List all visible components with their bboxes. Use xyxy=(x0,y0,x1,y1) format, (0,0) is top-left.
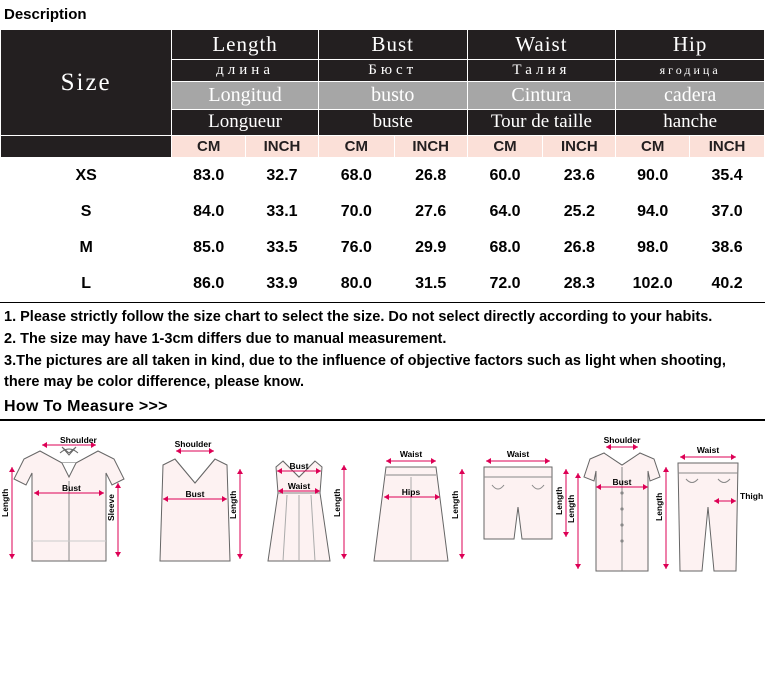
cell-s-length-inch: 33.1 xyxy=(246,194,319,230)
col-bust-en: Bust xyxy=(318,30,467,60)
cell-xs-length-inch: 32.7 xyxy=(246,158,319,194)
cell-s-bust-cm: 70.0 xyxy=(318,194,394,230)
table-row xyxy=(1,266,765,302)
row-size-m: M xyxy=(1,230,172,266)
label-trousers-waist: Waist xyxy=(696,445,720,456)
figure-trousers xyxy=(663,454,738,571)
unit-waist-cm: CM xyxy=(467,136,543,158)
cell-xs-bust-cm: 68.0 xyxy=(318,158,394,194)
cell-s-bust-inch: 27.6 xyxy=(394,194,467,230)
col-hip-en: Hip xyxy=(616,30,765,60)
col-hip-fr: hanche xyxy=(616,110,765,136)
cell-m-bust-cm: 76.0 xyxy=(318,230,394,266)
size-label-cell: Size xyxy=(1,30,172,136)
unit-hip-cm: CM xyxy=(616,136,690,158)
label-blouse-shoulder: Shoulder xyxy=(60,435,97,446)
cell-l-hip-cm: 102.0 xyxy=(616,266,690,302)
row-size-l: L xyxy=(1,266,172,302)
label-skirt-hips: Hips xyxy=(401,487,421,498)
col-bust-fr: buste xyxy=(318,110,467,136)
how-to-measure-title: How To Measure >>> xyxy=(0,396,765,421)
table-row xyxy=(1,158,765,194)
cell-xs-waist-cm: 60.0 xyxy=(467,158,543,194)
label-coat-length: Length xyxy=(566,494,576,524)
how-to-measure-figures xyxy=(0,421,765,606)
cell-m-bust-inch: 29.9 xyxy=(394,230,467,266)
cell-l-length-inch: 33.9 xyxy=(246,266,319,302)
col-waist-es: Cintura xyxy=(467,82,616,110)
cell-m-waist-cm: 68.0 xyxy=(467,230,543,266)
label-dress-waist: Waist xyxy=(287,481,311,492)
cell-xs-hip-inch: 35.4 xyxy=(690,158,765,194)
header-row-english xyxy=(1,30,765,60)
figure-long-coat xyxy=(575,444,660,571)
cell-l-hip-inch: 40.2 xyxy=(690,266,765,302)
col-length-en: Length xyxy=(172,30,319,60)
cell-l-waist-cm: 72.0 xyxy=(467,266,543,302)
cell-xs-waist-inch: 23.6 xyxy=(543,158,616,194)
cell-xs-bust-inch: 26.8 xyxy=(394,158,467,194)
label-tank-bust: Bust xyxy=(185,489,205,500)
label-tank-length: Length xyxy=(228,490,238,520)
cell-m-length-cm: 85.0 xyxy=(172,230,246,266)
cell-s-length-cm: 84.0 xyxy=(172,194,246,230)
label-blouse-sleeve: Sleeve xyxy=(106,494,116,522)
label-skirt-length: Length xyxy=(450,490,460,520)
cell-s-hip-inch: 37.0 xyxy=(690,194,765,230)
measure-diagrams xyxy=(0,421,765,606)
row-size-xs: XS xyxy=(1,158,172,194)
col-hip-es: cadera xyxy=(616,82,765,110)
unit-length-cm: CM xyxy=(172,136,246,158)
note-1: 1. Please strictly follow the size chart to select the size. Do not select directly according to your habits. xyxy=(4,309,713,326)
cell-xs-length-cm: 83.0 xyxy=(172,158,246,194)
unit-length-inch: INCH xyxy=(246,136,319,158)
col-hip-ru: ягодица xyxy=(616,60,765,82)
label-tank-shoulder: Shoulder xyxy=(174,439,212,450)
label-trousers-thigh: Thigh xyxy=(740,491,764,502)
unit-bust-cm: CM xyxy=(318,136,394,158)
label-coat-bust: Bust xyxy=(612,477,632,488)
cell-l-waist-inch: 28.3 xyxy=(543,266,616,302)
label-blouse-length: Length xyxy=(0,488,10,518)
cell-l-bust-inch: 31.5 xyxy=(394,266,467,302)
label-skirt-waist: Waist xyxy=(399,449,423,460)
cell-xs-hip-cm: 90.0 xyxy=(616,158,690,194)
col-length-es: Longitud xyxy=(172,82,319,110)
cell-l-bust-cm: 80.0 xyxy=(318,266,394,302)
size-chart-table xyxy=(0,29,765,302)
col-bust-ru: Бюст xyxy=(318,60,467,82)
label-dress-length: Length xyxy=(332,488,342,518)
cell-m-hip-cm: 98.0 xyxy=(616,230,690,266)
row-size-s: S xyxy=(1,194,172,230)
label-shorts-waist: Waist xyxy=(506,449,530,460)
col-waist-fr: Tour de taille xyxy=(467,110,616,136)
cell-s-hip-cm: 94.0 xyxy=(616,194,690,230)
label-blouse-bust: Bust xyxy=(62,483,81,494)
cell-s-waist-inch: 25.2 xyxy=(543,194,616,230)
label-trousers-length: Length xyxy=(654,492,664,522)
col-bust-es: busto xyxy=(318,82,467,110)
note-2: 2. The size may have 1-3cm differs due to manual measurement. xyxy=(4,331,447,348)
units-blank-cell xyxy=(1,136,172,158)
units-row xyxy=(1,136,765,158)
cell-l-length-cm: 86.0 xyxy=(172,266,246,302)
unit-hip-inch: INCH xyxy=(690,136,765,158)
table-row xyxy=(1,230,765,266)
unit-waist-inch: INCH xyxy=(543,136,616,158)
label-coat-shoulder: Shoulder xyxy=(603,435,641,446)
col-length-fr: Longueur xyxy=(172,110,319,136)
table-row xyxy=(1,194,765,230)
col-waist-ru: Талия xyxy=(467,60,616,82)
cell-m-length-inch: 33.5 xyxy=(246,230,319,266)
note-3: 3.The pictures are all taken in kind, due to the influence of objective factors such as light when shooting, there may be color difference, please know. xyxy=(4,353,726,391)
label-shorts-length: Length xyxy=(554,486,564,516)
label-dress-bust: Bust xyxy=(289,461,309,472)
cell-m-hip-inch: 38.6 xyxy=(690,230,765,266)
unit-bust-inch: INCH xyxy=(394,136,467,158)
cell-m-waist-inch: 26.8 xyxy=(543,230,616,266)
cell-s-waist-cm: 64.0 xyxy=(467,194,543,230)
size-notes xyxy=(0,302,765,396)
page-title: Description xyxy=(4,6,87,23)
col-waist-en: Waist xyxy=(467,30,616,60)
col-length-ru: длина xyxy=(172,60,319,82)
